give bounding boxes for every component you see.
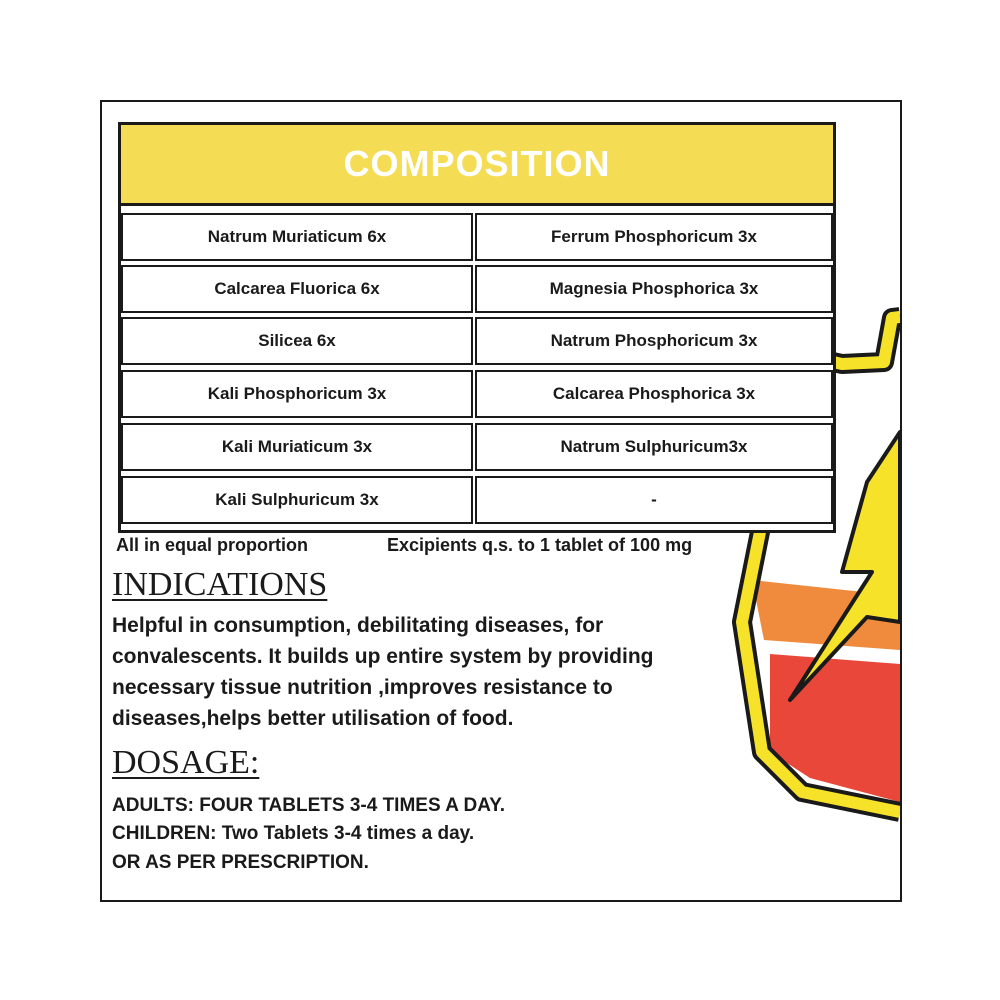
- table-cell: Calcarea Fluorica 6x: [121, 265, 473, 313]
- table-cell: Calcarea Phosphorica 3x: [475, 370, 833, 418]
- indications-heading: INDICATIONS: [112, 566, 328, 603]
- excipients-note: Excipients q.s. to 1 tablet of 100 mg: [387, 535, 693, 555]
- table-cell: Kali Phosphoricum 3x: [121, 370, 473, 418]
- table-cell: Ferrum Phosphoricum 3x: [475, 213, 833, 261]
- dosage-heading: DOSAGE:: [112, 744, 260, 781]
- info-panel: [100, 100, 902, 902]
- composition-title: COMPOSITION: [343, 143, 611, 184]
- indications-line: Helpful in consumption, debilitating diseases, for: [112, 614, 604, 637]
- table-cell: Kali Muriaticum 3x: [121, 423, 473, 471]
- table-cell: Natrum Sulphuricum3x: [475, 423, 833, 471]
- table-cell: -: [475, 476, 833, 524]
- table-cell: Silicea 6x: [121, 317, 473, 365]
- indications-line: necessary tissue nutrition ,improves resistance to: [112, 676, 613, 699]
- indications-line: convalescents. It builds up entire system by providing: [112, 645, 654, 668]
- table-cell: Natrum Muriaticum 6x: [121, 213, 473, 261]
- dosage-line: OR AS PER PRESCRIPTION.: [112, 852, 369, 873]
- indications-line: diseases,helps better utilisation of food.: [112, 707, 514, 730]
- dosage-line: ADULTS: FOUR TABLETS 3-4 TIMES A DAY.: [112, 795, 506, 816]
- table-cell: Magnesia Phosphorica 3x: [475, 265, 833, 313]
- table-cell: Kali Sulphuricum 3x: [121, 476, 473, 524]
- dosage-line: CHILDREN: Two Tablets 3-4 times a day.: [112, 823, 475, 844]
- composition-table: [118, 122, 836, 533]
- indications-body: [112, 610, 732, 734]
- proportion-note: All in equal proportion: [116, 535, 308, 555]
- table-cell: Natrum Phosphoricum 3x: [475, 317, 833, 365]
- composition-header: [121, 125, 833, 206]
